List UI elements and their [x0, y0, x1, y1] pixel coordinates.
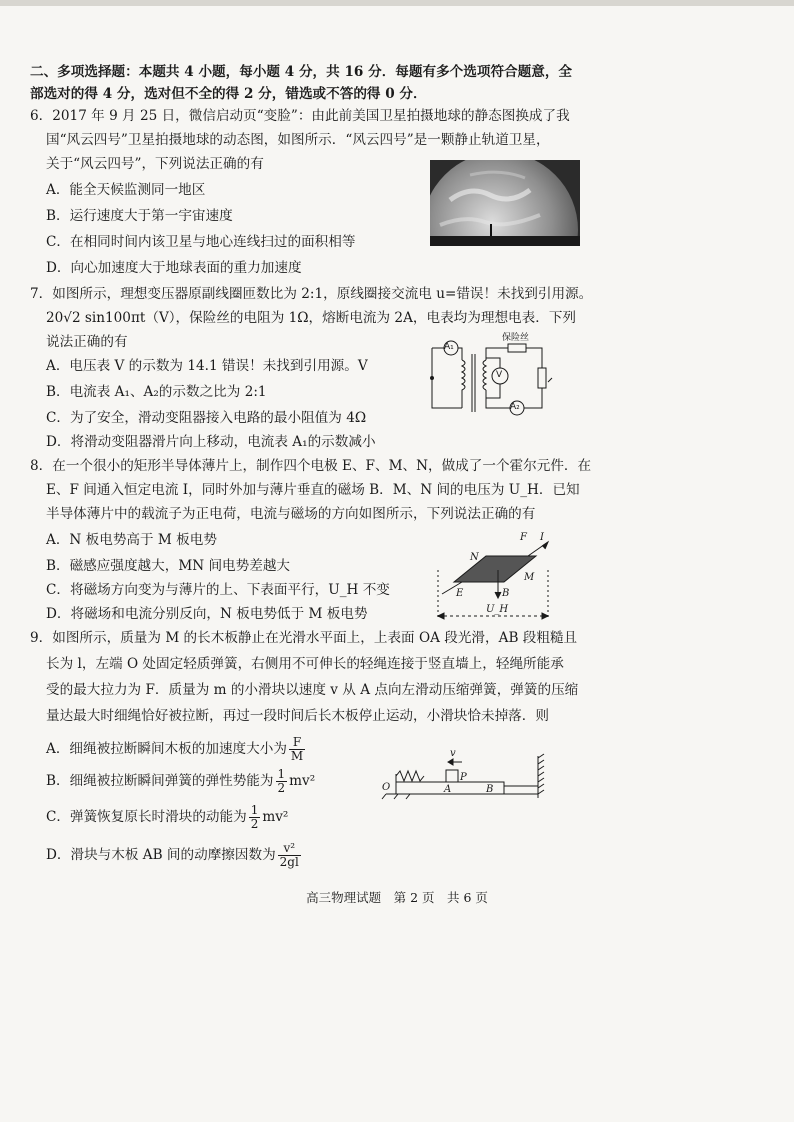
q9-stem-line2: 长为 l，左端 O 处固定轻质弹簧，右侧用不可伸长的轻绳连接于竖直墙上，轻绳所能承: [46, 656, 564, 672]
q6-option-b: B．运行速度大于第一宇宙速度: [46, 208, 233, 224]
q9-stem-line1: 9．如图所示，质量为 M 的长木板静止在光滑水平面上，上表面 OA 段光滑，AB 段粗糙且: [30, 630, 578, 646]
q6-option-a: A．能全天候监测同一地区: [46, 182, 206, 198]
q9-option-a: A．细绳被拉断瞬间木板的加速度大小为 $\frac{F}{M}$: [46, 735, 304, 763]
q8-option-b: B．磁感应强度越大，MN 间电势差越大: [46, 558, 291, 574]
q7-fuse-label: 保险丝: [502, 333, 530, 343]
q6-option-d: D．向心加速度大于地球表面的重力加速度: [46, 260, 302, 276]
q8-label-m: M: [524, 572, 535, 583]
q9-option-c-fraction: $\frac{1}{2}$: [250, 803, 259, 831]
q8-stem-line3: 半导体薄片中的载流子为正电荷，电流与磁场的方向如图所示，下列说法正确的有: [46, 506, 536, 522]
q9-label-o: O: [382, 782, 391, 793]
q6-earth-image: [430, 160, 580, 246]
q7-transformer-circuit: [422, 330, 562, 420]
q9-label-a: A: [444, 784, 452, 795]
q8-option-a: A．N 板电势高于 M 板电势: [46, 532, 217, 548]
q7-v-label: V: [496, 370, 503, 380]
q9-label-v: v: [450, 748, 456, 759]
section-title-line2: 部选对的得 4 分，选对但不全的得 2 分，错选或不答的得 0 分．: [30, 86, 427, 102]
q9-option-b-fraction: $\frac{1}{2}$: [277, 767, 286, 795]
section-title-line1: 二、多项选择题：本题共 4 小题，每小题 4 分，共 16 分．每题有多个选项符合题意，全: [30, 64, 573, 80]
q9-stem-line3: 受的最大拉力为 F．质量为 m 的小滑块以速度 v 从 A 点向左滑动压缩弹簧，弹簧的压缩: [46, 682, 579, 698]
q8-label-f: F: [520, 532, 527, 543]
q7-option-b: B．电流表 A₁、A₂的示数之比为 2:1: [46, 384, 267, 400]
q9-option-d: D．滑块与木板 AB 间的动摩擦因数为 $\frac{\text{v²}}{2gl}$: [46, 841, 299, 869]
q8-label-i: I: [540, 532, 544, 543]
q7-stem-line1: 7．如图所示，理想变压器原副线圈匝数比为 2:1，原线圈接交流电 u=错误！未找到引用源。: [30, 286, 593, 302]
q7-a2-label: A₂: [510, 402, 520, 412]
page-footer: 高三物理试题 第 2 页 共 6 页: [306, 890, 488, 905]
q6-option-c: C．在相同时间内该卫星与地心连线扫过的面积相等: [46, 234, 356, 250]
q8-stem-line1: 8．在一个很小的矩形半导体薄片上，制作四个电极 E、F、M、N，做成了一个霍尔元件．在: [30, 458, 592, 474]
q7-option-a: A．电压表 V 的示数为 14.1 错误！未找到引用源。V: [46, 358, 368, 374]
q7-stem-line2: 20√2 sin100πt（V），保险丝的电阻为 1Ω，熔断电流为 2A，电表均为理想电表．下列: [46, 310, 577, 326]
q7-option-c: C．为了安全，滑动变阻器接入电路的最小阻值为 4Ω: [46, 410, 367, 426]
q6-stem-line1: 6．2017 年 9 月 25 日，微信启动页“变脸”：由此前美国卫星拍摄地球的静态图换成了我: [30, 108, 570, 124]
q9-option-a-fraction: $\frac{F}{M}$: [290, 735, 304, 763]
q8-label-uh: U_H: [486, 604, 509, 615]
q6-stem-line2: 国“风云四号”卫星拍摄地球的动态图，如图所示．“风云四号”是一颗静止轨道卫星，: [46, 132, 550, 148]
q7-stem-line3: 说法正确的有: [46, 334, 128, 350]
q8-option-c: C．将磁场方向变为与薄片的上、下表面平行，U_H 不变: [46, 582, 390, 598]
q8-label-e: E: [456, 588, 464, 599]
q9-option-b: B．细绳被拉断瞬间弹簧的弹性势能为 $\frac{1}{2}$ mv²: [46, 767, 316, 795]
q9-label-p: P: [460, 772, 467, 783]
q6-stem-line3: 关于“风云四号”，下列说法正确的有: [46, 156, 264, 172]
q9-option-d-fraction: $\frac{\text{v²}}{2gl}$: [279, 841, 299, 869]
q9-stem-line4: 量达最大时细绳恰好被拉断，再过一段时间后长木板停止运动，小滑块恰未掉落．则: [46, 708, 549, 724]
q8-label-b: B: [502, 588, 510, 599]
q8-hall-element: [432, 530, 554, 622]
q8-label-n: N: [470, 552, 479, 563]
q7-option-d: D．将滑动变阻器滑片向上移动，电流表 A₁的示数减小: [46, 434, 376, 450]
q7-a1-label: A₁: [444, 342, 454, 352]
q9-option-c: C．弹簧恢复原长时滑块的动能为 $\frac{1}{2}$ mv²: [46, 803, 289, 831]
q9-label-b: B: [486, 784, 494, 795]
q8-option-d: D．将磁场和电流分别反向，N 板电势低于 M 板电势: [46, 606, 368, 622]
q8-stem-line2: E、F 间通入恒定电流 I，同时外加与薄片垂直的磁场 B．M、N 间的电压为 U_H．已知: [46, 482, 580, 498]
q9-board-diagram: [378, 748, 548, 808]
scan-edge: [0, 0, 794, 6]
